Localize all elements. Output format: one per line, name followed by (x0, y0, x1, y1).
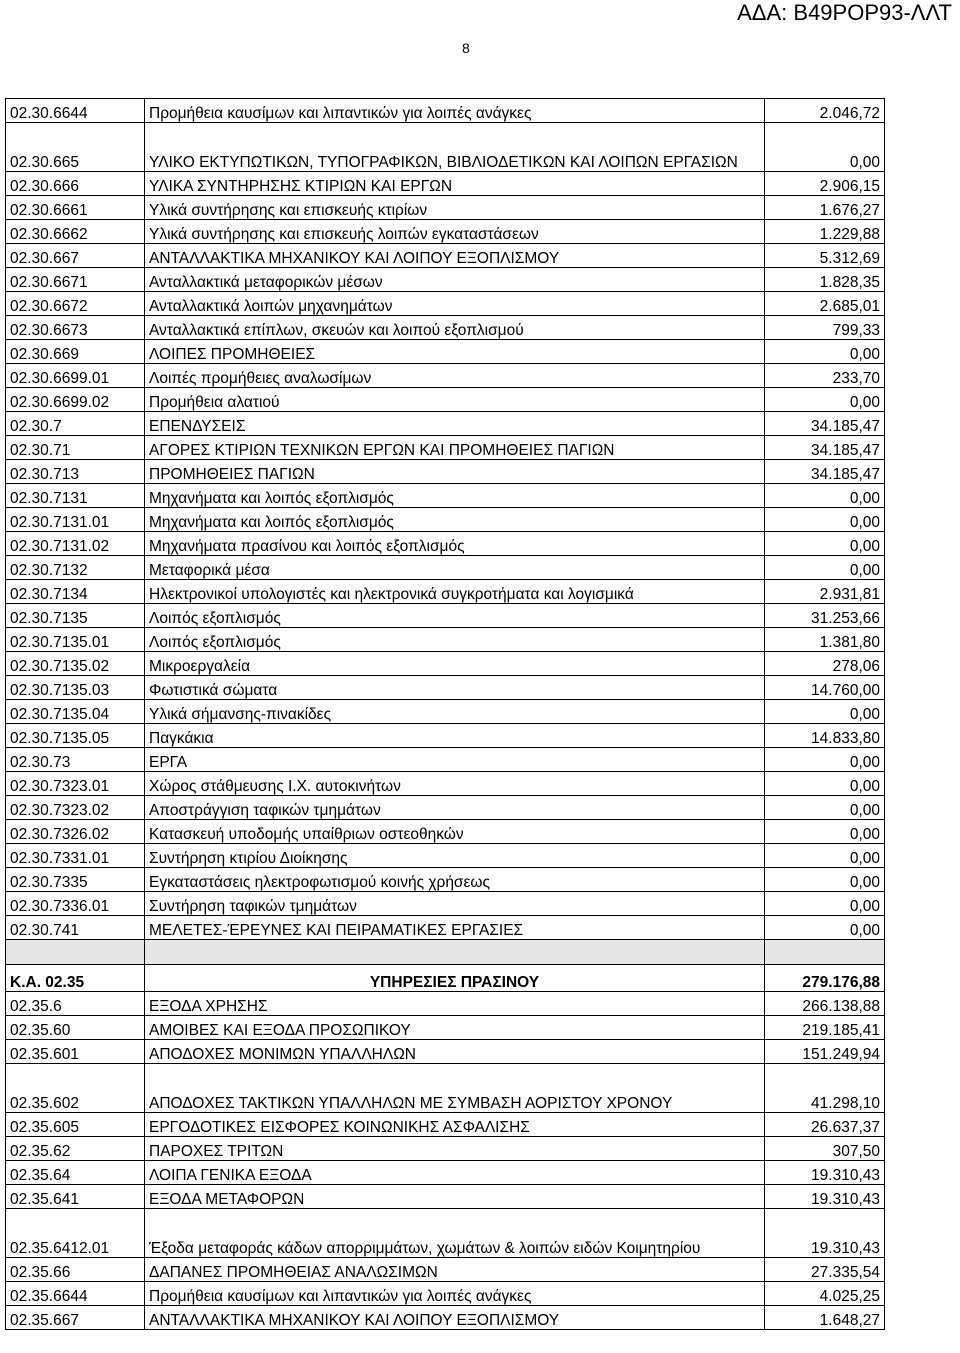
account-code: 02.30.7135.03 (6, 676, 145, 700)
table-row (6, 892, 885, 916)
amount: 151.249,94 (765, 1040, 885, 1064)
account-description: Ανταλλακτικά λοιπών μηχανημάτων (145, 292, 765, 316)
budget-table (5, 98, 885, 1330)
amount: 0,00 (765, 340, 885, 364)
account-code: 02.30.7135.02 (6, 652, 145, 676)
account-description: Προμήθεια αλατιού (145, 388, 765, 412)
table-row (6, 460, 885, 484)
table-row (6, 268, 885, 292)
account-description: Προμήθεια καυσίμων και λιπαντικών για λοιπές ανάγκες (145, 1282, 765, 1306)
budget-rows-b (6, 992, 885, 1330)
account-description: Εγκαταστάσεις ηλεκτροφωτισμού κοινής χρήσεως (145, 868, 765, 892)
table-row (6, 364, 885, 388)
account-code: 02.30.7323.01 (6, 772, 145, 796)
account-code: 02.30.7131.02 (6, 532, 145, 556)
amount: 1.381,80 (765, 628, 885, 652)
account-code: 02.35.602 (6, 1064, 145, 1113)
table-row (6, 1258, 885, 1282)
account-code: 02.30.71 (6, 436, 145, 460)
section-header (6, 965, 885, 992)
table-row (6, 340, 885, 364)
amount: 2.906,15 (765, 172, 885, 196)
table-row (6, 508, 885, 532)
amount: 2.931,81 (765, 580, 885, 604)
account-description: Προμήθεια καυσίμων και λιπαντικών για λοιπές ανάγκες (145, 99, 765, 123)
account-description: ΠΑΡΟΧΕΣ ΤΡΙΤΩΝ (145, 1137, 765, 1161)
amount: 266.138,88 (765, 992, 885, 1016)
account-description: ΕΠΕΝΔΥΣΕΙΣ (145, 412, 765, 436)
table-row (6, 556, 885, 580)
account-code: 02.35.6644 (6, 1282, 145, 1306)
amount: 278,06 (765, 652, 885, 676)
amount: 0,00 (765, 532, 885, 556)
account-code: 02.30.7336.01 (6, 892, 145, 916)
amount: 26.637,37 (765, 1113, 885, 1137)
table-row (6, 484, 885, 508)
account-code: 02.35.60 (6, 1016, 145, 1040)
account-code: 02.30.73 (6, 748, 145, 772)
table-row (6, 652, 885, 676)
account-code: 02.35.641 (6, 1185, 145, 1209)
amount: 1.828,35 (765, 268, 885, 292)
account-description: ΔΑΠΑΝΕΣ ΠΡΟΜΗΘΕΙΑΣ ΑΝΑΛΩΣΙΜΩΝ (145, 1258, 765, 1282)
table-row (6, 1282, 885, 1306)
table-row (6, 1016, 885, 1040)
table-row (6, 316, 885, 340)
table-row (6, 412, 885, 436)
table-row (6, 244, 885, 268)
account-description: Παγκάκια (145, 724, 765, 748)
table-row (6, 436, 885, 460)
section-code: Κ.Α. 02.35 (6, 965, 145, 992)
amount: 0,00 (765, 844, 885, 868)
table-row (6, 532, 885, 556)
account-code: 02.30.6672 (6, 292, 145, 316)
account-description: Λοιπές προμήθειες αναλωσίμων (145, 364, 765, 388)
amount: 0,00 (765, 508, 885, 532)
table-row (6, 1161, 885, 1185)
amount: 0,00 (765, 772, 885, 796)
table-row (6, 992, 885, 1016)
account-code: 02.35.601 (6, 1040, 145, 1064)
table-row (6, 700, 885, 724)
account-description: Ανταλλακτικά μεταφορικών μέσων (145, 268, 765, 292)
account-description: ΠΡΟΜΗΘΕΙΕΣ ΠΑΓΙΩΝ (145, 460, 765, 484)
account-code: 02.30.6699.02 (6, 388, 145, 412)
amount: 41.298,10 (765, 1064, 885, 1113)
table-row (6, 172, 885, 196)
account-description: ΕΞΟΔΑ ΜΕΤΑΦΟΡΩΝ (145, 1185, 765, 1209)
table-row (6, 220, 885, 244)
account-code: 02.30.7323.02 (6, 796, 145, 820)
account-code: 02.30.7331.01 (6, 844, 145, 868)
account-description: ΑΝΤΑΛΛΑΚΤΙΚΑ ΜΗΧΑΝΙΚΟΥ ΚΑΙ ΛΟΙΠΟΥ ΕΞΟΠΛΙΣΜΟΥ (145, 1306, 765, 1330)
account-description: ΕΡΓΑ (145, 748, 765, 772)
table-row (6, 772, 885, 796)
amount: 19.310,43 (765, 1161, 885, 1185)
account-code: 02.30.669 (6, 340, 145, 364)
account-code: 02.30.6671 (6, 268, 145, 292)
budget-rows-a (6, 99, 885, 940)
amount: 4.025,25 (765, 1282, 885, 1306)
table-row (6, 1306, 885, 1330)
account-description: Μικροεργαλεία (145, 652, 765, 676)
account-description: Χώρος στάθμευσης Ι.Χ. αυτοκινήτων (145, 772, 765, 796)
amount: 34.185,47 (765, 460, 885, 484)
account-code: 02.30.6673 (6, 316, 145, 340)
account-description: Αποστράγγιση ταφικών τμημάτων (145, 796, 765, 820)
account-description: Μηχανήματα και λοιπός εξοπλισμός (145, 508, 765, 532)
account-code: 02.30.7132 (6, 556, 145, 580)
amount: 14.833,80 (765, 724, 885, 748)
table-row (6, 1040, 885, 1064)
table-row (6, 676, 885, 700)
account-code: 02.35.6412.01 (6, 1209, 145, 1258)
account-description: ΑΜΟΙΒΕΣ ΚΑΙ ΕΞΟΔΑ ΠΡΟΣΩΠΙΚΟΥ (145, 1016, 765, 1040)
table-row (6, 1064, 885, 1113)
amount: 233,70 (765, 364, 885, 388)
amount: 0,00 (765, 484, 885, 508)
table-row (6, 796, 885, 820)
table-row (6, 724, 885, 748)
account-description: ΛΟΙΠΑ ΓΕΝΙΚΑ ΕΞΟΔΑ (145, 1161, 765, 1185)
account-description: Υλικά συντήρησης και επισκευής κτιρίων (145, 196, 765, 220)
account-code: 02.30.6699.01 (6, 364, 145, 388)
account-description: Ηλεκτρονικοί υπολογιστές και ηλεκτρονικά συγκροτήματα και λογισμικά (145, 580, 765, 604)
amount: 0,00 (765, 748, 885, 772)
account-code: 02.35.66 (6, 1258, 145, 1282)
amount: 14.760,00 (765, 676, 885, 700)
account-code: 02.30.7135.05 (6, 724, 145, 748)
amount: 0,00 (765, 556, 885, 580)
account-description: ΕΡΓΟΔΟΤΙΚΕΣ ΕΙΣΦΟΡΕΣ ΚΟΙΝΩΝΙΚΗΣ ΑΣΦΑΛΙΣΗΣ (145, 1113, 765, 1137)
table-row (6, 1113, 885, 1137)
account-code: 02.30.665 (6, 123, 145, 172)
table-row (6, 628, 885, 652)
table-row (6, 580, 885, 604)
account-description: Συντήρηση ταφικών τμημάτων (145, 892, 765, 916)
account-code: 02.35.64 (6, 1161, 145, 1185)
amount: 1.229,88 (765, 220, 885, 244)
account-code: 02.30.6662 (6, 220, 145, 244)
table-row (6, 123, 885, 172)
amount: 219.185,41 (765, 1016, 885, 1040)
section-row (6, 965, 885, 992)
table-row (6, 1185, 885, 1209)
account-description: ΑΓΟΡΕΣ ΚΤΙΡΙΩΝ ΤΕΧΝΙΚΩΝ ΕΡΓΩΝ ΚΑΙ ΠΡΟΜΗΘΕΙΕΣ ΠΑΓΙΩΝ (145, 436, 765, 460)
account-code: 02.30.7131 (6, 484, 145, 508)
amount: 34.185,47 (765, 412, 885, 436)
account-description: Μηχανήματα και λοιπός εξοπλισμός (145, 484, 765, 508)
account-code: 02.30.7135.04 (6, 700, 145, 724)
account-description: Συντήρηση κτιρίου Διοίκησης (145, 844, 765, 868)
account-code: 02.30.713 (6, 460, 145, 484)
account-code: 02.30.7326.02 (6, 820, 145, 844)
table-row (6, 748, 885, 772)
account-description: ΑΠΟΔΟΧΕΣ ΜΟΝΙΜΩΝ ΥΠΑΛΛΗΛΩΝ (145, 1040, 765, 1064)
account-code: 02.30.6644 (6, 99, 145, 123)
account-description: Λοιπός εξοπλισμός (145, 604, 765, 628)
spacer-row (6, 940, 885, 965)
account-code: 02.30.6661 (6, 196, 145, 220)
amount: 2.046,72 (765, 99, 885, 123)
account-description: ΥΛΙΚΟ ΕΚΤΥΠΩΤΙΚΩΝ, ΤΥΠΟΓΡΑΦΙΚΩΝ, ΒΙΒΛΙΟΔΕΤΙΚΩΝ ΚΑΙ ΛΟΙΠΩΝ ΕΡΓΑΣΙΩΝ (145, 123, 765, 172)
account-description: Μεταφορικά μέσα (145, 556, 765, 580)
account-description: ΛΟΙΠΕΣ ΠΡΟΜΗΘΕΙΕΣ (145, 340, 765, 364)
table-row (6, 388, 885, 412)
account-description: ΥΛΙΚΑ ΣΥΝΤΗΡΗΣΗΣ ΚΤΙΡΙΩΝ ΚΑΙ ΕΡΓΩΝ (145, 172, 765, 196)
account-description: Κατασκευή υποδομής υπαίθριων οστεοθηκών (145, 820, 765, 844)
account-code: 02.30.7131.01 (6, 508, 145, 532)
account-code: 02.35.6 (6, 992, 145, 1016)
account-code: 02.30.666 (6, 172, 145, 196)
amount: 799,33 (765, 316, 885, 340)
amount: 0,00 (765, 868, 885, 892)
amount: 0,00 (765, 796, 885, 820)
amount: 0,00 (765, 123, 885, 172)
account-description: Φωτιστικά σώματα (145, 676, 765, 700)
account-description: Λοιπός εξοπλισμός (145, 628, 765, 652)
amount: 0,00 (765, 892, 885, 916)
section-amount: 279.176,88 (765, 965, 885, 992)
account-description: Υλικά συντήρησης και επισκευής λοιπών εγκαταστάσεων (145, 220, 765, 244)
amount: 34.185,47 (765, 436, 885, 460)
account-code: 02.35.605 (6, 1113, 145, 1137)
table-row (6, 99, 885, 123)
account-description: ΑΠΟΔΟΧΕΣ ΤΑΚΤΙΚΩΝ ΥΠΑΛΛΗΛΩΝ ΜΕ ΣΥΜΒΑΣΗ ΑΟΡΙΣΤΟΥ ΧΡΟΝΟΥ (145, 1064, 765, 1113)
account-code: 02.30.7135.01 (6, 628, 145, 652)
table-row (6, 1137, 885, 1161)
table-row (6, 292, 885, 316)
account-code: 02.35.667 (6, 1306, 145, 1330)
amount: 19.310,43 (765, 1185, 885, 1209)
account-code: 02.30.667 (6, 244, 145, 268)
table-row (6, 868, 885, 892)
amount: 0,00 (765, 916, 885, 940)
account-description: ΕΞΟΔΑ ΧΡΗΣΗΣ (145, 992, 765, 1016)
section-title: ΥΠΗΡΕΣΙΕΣ ΠΡΑΣΙΝΟΥ (145, 965, 765, 992)
account-code: 02.35.62 (6, 1137, 145, 1161)
table-row (6, 1209, 885, 1258)
account-code: 02.30.7335 (6, 868, 145, 892)
amount: 19.310,43 (765, 1209, 885, 1258)
account-code: 02.30.7135 (6, 604, 145, 628)
table-row (6, 604, 885, 628)
account-code: 02.30.741 (6, 916, 145, 940)
account-description: Υλικά σήμανσης-πινακίδες (145, 700, 765, 724)
ada-code: ΑΔΑ: Β49ΡΟΡ93-ΛΛΤ (737, 0, 952, 25)
amount: 2.685,01 (765, 292, 885, 316)
amount: 1.648,27 (765, 1306, 885, 1330)
amount: 31.253,66 (765, 604, 885, 628)
account-code: 02.30.7134 (6, 580, 145, 604)
table-row (6, 844, 885, 868)
amount: 0,00 (765, 820, 885, 844)
amount: 0,00 (765, 700, 885, 724)
amount: 1.676,27 (765, 196, 885, 220)
account-code: 02.30.7 (6, 412, 145, 436)
amount: 27.335,54 (765, 1258, 885, 1282)
table-row (6, 916, 885, 940)
account-description: ΜΕΛΕΤΕΣ-ΈΡΕΥΝΕΣ ΚΑΙ ΠΕΙΡΑΜΑΤΙΚΕΣ ΕΡΓΑΣΙΕΣ (145, 916, 765, 940)
account-description: Μηχανήματα πρασίνου και λοιπός εξοπλισμός (145, 532, 765, 556)
page-number: 8 (462, 40, 470, 56)
amount: 307,50 (765, 1137, 885, 1161)
account-description: Ανταλλακτικά επίπλων, σκευών και λοιπού εξοπλισμού (145, 316, 765, 340)
account-description: Έξοδα μεταφοράς κάδων απορριμμάτων, χωμάτων & λοιπών ειδών Κοιμητηρίου (145, 1209, 765, 1258)
account-description: ΑΝΤΑΛΛΑΚΤΙΚΑ ΜΗΧΑΝΙΚΟΥ ΚΑΙ ΛΟΙΠΟΥ ΕΞΟΠΛΙΣΜΟΥ (145, 244, 765, 268)
table-row (6, 196, 885, 220)
amount: 5.312,69 (765, 244, 885, 268)
spacer-group (6, 940, 885, 965)
table-row (6, 820, 885, 844)
amount: 0,00 (765, 388, 885, 412)
